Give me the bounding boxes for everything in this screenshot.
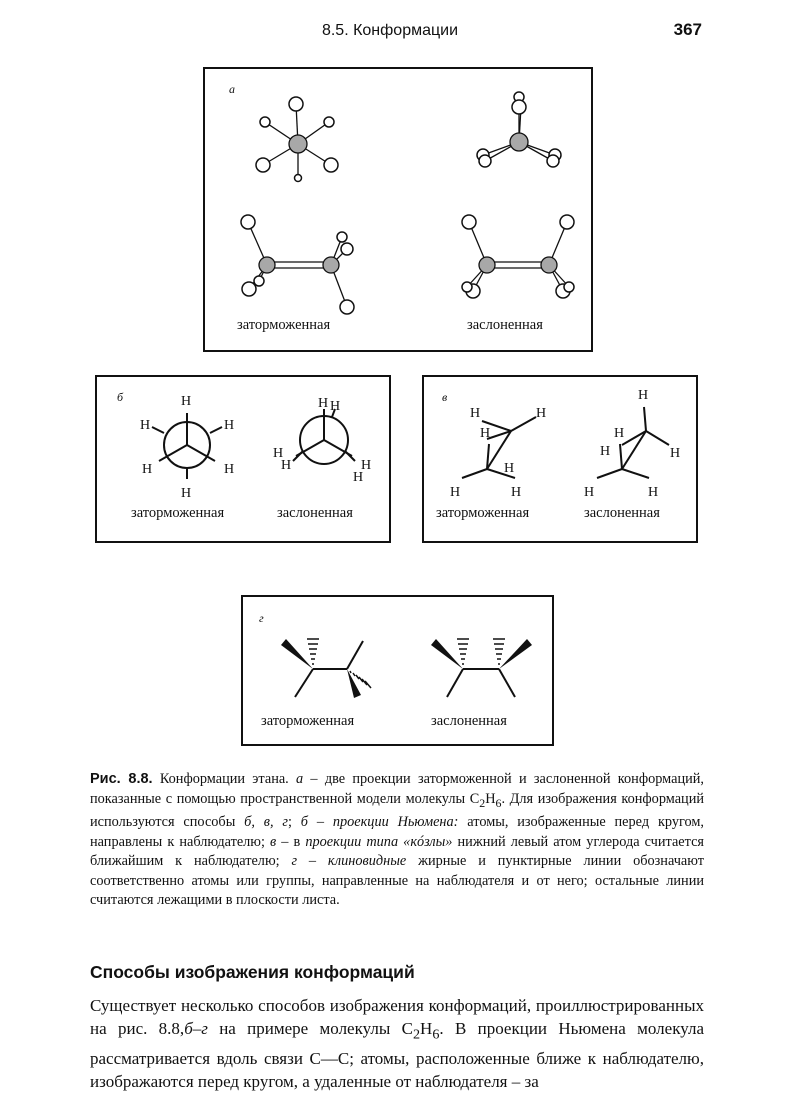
atom-label: H — [181, 486, 192, 501]
atom-label: H — [140, 418, 151, 433]
caption-text: – две проекции заторможенной и заслоненной конформаций, показанные с помощью пространственной модели молекулы — [90, 771, 704, 807]
panel-b-staggered-caption: заторможенная — [131, 505, 225, 521]
atom-label: H — [273, 446, 284, 461]
atom-label: H — [511, 485, 522, 500]
formula-h: H — [420, 1019, 433, 1039]
formula-h: H — [485, 790, 496, 807]
atom-label: H — [224, 418, 235, 433]
caption-italic: г – клиновидные — [291, 853, 407, 870]
running-header: 8.5. Конформации — [321, 22, 459, 39]
ball-and-stick-models — [205, 69, 591, 350]
atom-label: H — [318, 396, 329, 411]
formula-h-subscript: 6 — [495, 795, 502, 810]
formula-h-subscript: 6 — [432, 1026, 440, 1043]
panel-a-staggered-caption: заторможенная — [237, 317, 331, 333]
page-number: 367 — [673, 20, 702, 39]
atom-label: H — [470, 406, 481, 421]
body-italic: б–г — [184, 1019, 208, 1039]
caption-italic: проекции типа «кóзлы» — [305, 833, 453, 850]
atom-label: H — [536, 406, 547, 421]
atom-label: H — [330, 399, 341, 414]
caption-italic: а — [296, 771, 304, 787]
caption-italic: б – проекции Ньюмена: — [300, 814, 459, 831]
figure-caption — [90, 770, 704, 911]
panel-b-label: б — [117, 390, 124, 404]
section-title: Способы изображения конформаций — [90, 962, 415, 982]
atom-label: H — [648, 485, 659, 500]
panel-v-eclipsed-caption: заслоненная — [584, 505, 660, 521]
caption-text: . Для изображения конформаций используются способы — [90, 790, 704, 831]
atom-label: H — [353, 470, 364, 485]
atom-label: H — [504, 461, 515, 476]
body-text: Существует несколько способов изображения конформаций, проиллюстрированных на рис. 8.8, — [90, 996, 704, 1039]
caption-text: атомы, изображенные перед кругом, направлены к наблюдателю; — [90, 814, 705, 850]
caption-text: Конформации этана. — [152, 771, 297, 787]
atom-label: H — [584, 485, 595, 500]
panel-g-label: г — [259, 611, 264, 625]
atom-label: H — [361, 458, 372, 473]
body-text: . В проекции Ньюмена молекула рассматривается вдоль связи С—С; атомы, расположенные ближе к наблюдателю, изображаются перед кругом, а удаленные от наблюдателя – за — [90, 1019, 704, 1091]
caption-text: ; — [287, 814, 301, 831]
atom-label: H — [600, 444, 611, 459]
figure-panel-a — [203, 67, 593, 352]
atom-label: H — [480, 426, 491, 441]
formula-c: C — [469, 790, 480, 807]
panel-g-staggered-caption: заторможенная — [261, 713, 355, 729]
atom-label: H — [142, 462, 153, 477]
body-text: на примере молекулы — [207, 1019, 402, 1039]
caption-text: нижний левый атом углерода считается ближайшим к наблюдателю; — [90, 833, 704, 870]
figure-panel-v — [422, 375, 698, 543]
formula-c-subscript: 2 — [412, 1026, 421, 1043]
atom-label: H — [224, 462, 235, 477]
caption-italic: в – — [270, 833, 289, 850]
panel-g-eclipsed-caption: заслоненная — [431, 713, 507, 729]
caption-italic: б, в, г — [244, 814, 288, 831]
atom-label: H — [181, 394, 192, 409]
panel-v-label: в — [442, 390, 448, 404]
atom-label: H — [638, 388, 649, 403]
panel-v-staggered-caption: заторможенная — [436, 505, 530, 521]
atom-label: H — [614, 426, 625, 441]
figure-number: Рис. 8.8. — [90, 771, 153, 787]
atom-label: H — [281, 458, 292, 473]
atom-label: H — [450, 485, 461, 500]
figure-panel-b — [95, 375, 391, 543]
body-paragraph — [90, 994, 704, 1093]
caption-text: жирные и пунктирные линии обозначают соответственно атомы или группы, направленные на наблюдателя и от него; остальные линии считаются лежащими в плоскости листа. — [90, 853, 704, 909]
formula-c: C — [401, 1019, 413, 1039]
panel-a-label: а — [229, 82, 235, 96]
panel-a-eclipsed-caption: заслоненная — [467, 317, 543, 333]
caption-text: в — [288, 833, 306, 850]
sawhorse-h-labels — [450, 388, 680, 500]
formula-c-subscript: 2 — [479, 795, 486, 810]
panel-b-eclipsed-caption: заслоненная — [277, 505, 353, 521]
figure-panel-g — [241, 595, 554, 746]
atom-label: H — [670, 446, 681, 461]
